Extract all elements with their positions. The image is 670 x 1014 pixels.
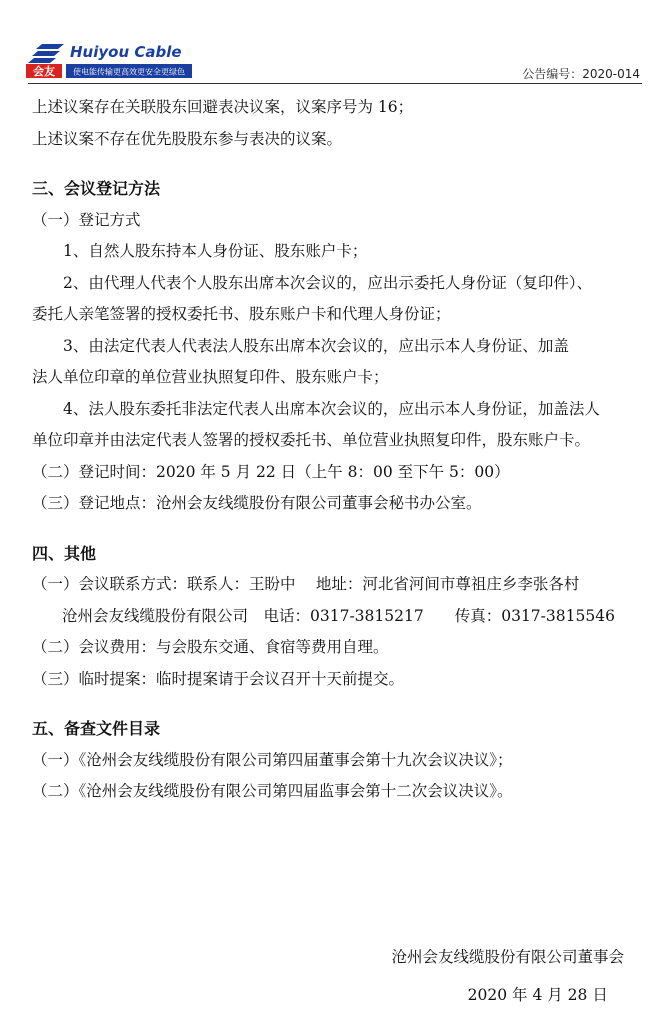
section-3-sub-3: （三）登记地点：沧州会友线缆股份有限公司董事会秘书办公室。 [32,494,482,512]
section-4-line-2: 沧州会友线缆股份有限公司 电话：0317-3815217 传真：0317-3815546 [62,606,615,625]
company-logo [24,40,194,82]
section-3-item-4a: 4、法人股东委托非法定代表人出席本次会议的，应出示本人身份证，加盖法人 [63,399,600,418]
intro-line-1: 上述议案存在关联股东回避表决议案，议案序号为 16； [32,98,414,116]
section-4-line-4: （三）临时提案：临时提案请于会议召开十天前提交。 [32,669,405,688]
signature-date: 2020 年 4 月 28 日 [467,986,608,1004]
signature-block [391,938,624,1014]
section-4-heading: 四、其他 [32,543,97,563]
section-3-item-4b: 单位印章并由法定代表人签署的授权委托书、单位营业执照复印件，股东账户卡。 [32,431,591,449]
section-5-heading: 五、备查文件目录 [32,719,161,738]
section-3-item-3a: 3、由法定代表人代表法人股东出席本次会议的，应出示本人身份证、加盖 [63,336,569,355]
logo-slogan: 使电能传输更高效更安全更绿色 [73,67,185,77]
document-body [32,92,644,808]
section-5-line-1: （一）《沧州会友线缆股份有限公司第四届董事会第十九次会议决议》； [32,750,513,769]
notice-number: 公告编号：2020-014 [522,67,640,81]
section-5-line-2: （二）《沧州会友线缆股份有限公司第四届监事会第十二次会议决议》。 [32,782,513,800]
section-3-sub-2: （二）登记时间：2020 年 5 月 22 日（上午 8：00 至下午 5：00） [32,462,510,481]
section-3-heading: 三、会议登记方法 [32,179,161,198]
logo-cn-text: 会友 [33,65,55,78]
section-3-sub-1: （一）登记方式 [32,210,141,229]
section-3-item-2b: 委托人亲笔签署的授权委托书、股东账户卡和代理人身份证； [32,305,451,323]
section-3-item-2a: 2、由代理人代表个人股东出席本次会议的，应出示委托人身份证（复印件）、 [63,273,593,292]
section-3-item-3b: 法人单位印章的单位营业执照复印件、股东账户卡； [32,368,389,386]
header-divider [28,83,642,84]
signature-company: 沧州会友线缆股份有限公司董事会 [391,948,624,966]
spacer [32,520,644,538]
logo-graphic [24,40,194,82]
logo-en-text: Huiyou Cable [70,43,182,61]
section-4-line-3: （二）会议费用：与会股东交通、食宿等费用自理。 [32,638,389,656]
intro-line-2: 上述议案不存在优先股股东参与表决的议案。 [32,129,343,148]
section-3-item-1: 1、自然人股东持本人身份证、股东账户卡； [63,242,368,260]
section-4-line-1: （一）会议联系方式：联系人：王盼中 地址：河北省河间市尊祖庄乡李张各村 [32,575,580,593]
spacer [32,155,644,173]
page-header [0,0,670,88]
spacer [32,695,644,713]
